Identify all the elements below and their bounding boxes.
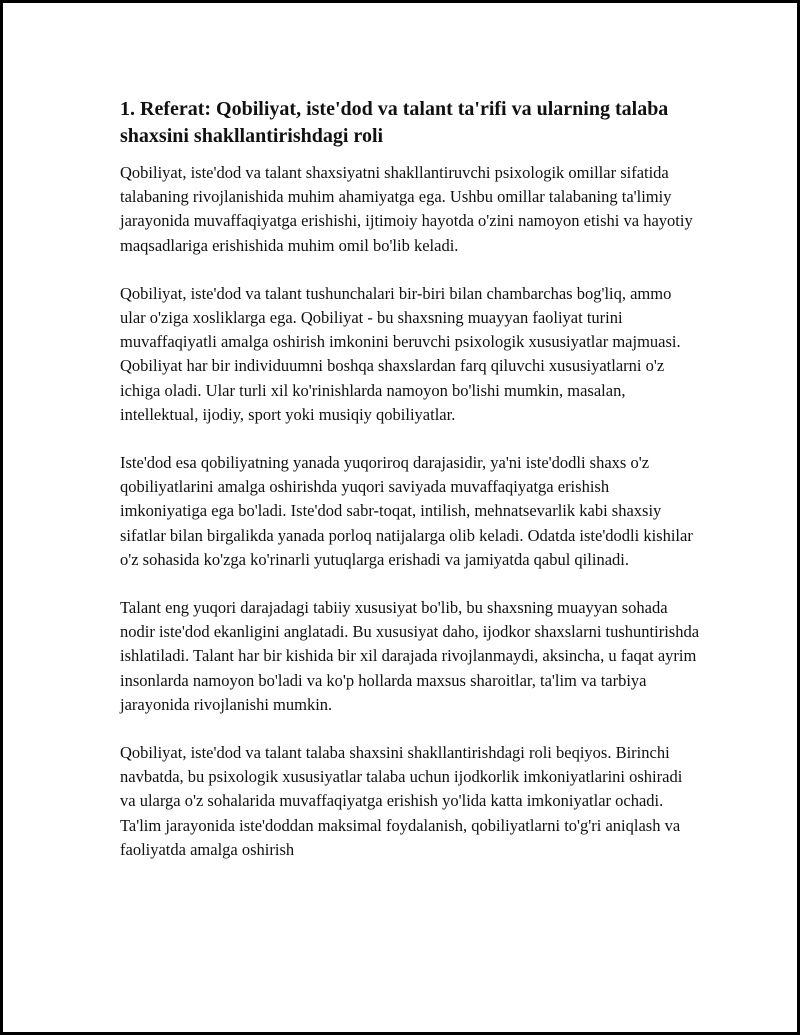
paragraph-4: Talant eng yuqori darajadagi tabiiy xususiyat bo'lib, bu shaxsning muayyan sohada nodir iste'dod ekanligini anglatadi. Bu xususiyat daho, ijodkor shaxslarni tushuntirishda ishlatiladi. Talant har bir kishida bir xil darajada rivojlanmaydi, aksincha, u faqat ayrim insonlarda namoyon bo'ladi va ko'p hollarda maxsus sharoitlar, ta'lim va tarbiya jarayonida rivojlanishi mumkin. bbox=[120, 598, 700, 714]
paragraph-2: Qobiliyat, iste'dod va talant tushunchalari bir-biri bilan chambarchas bog'liq, ammo ular o'ziga xosliklarga ega. Qobiliyat - bu shaxsning muayyan faoliyat turini muvaffaqiyatli amalga oshirish imkonini beruvchi psixologik xususiyatlar majmuasi. Qobiliyat har bir individuumni boshqa shaxslardan farq qiluvchi xususiyatlarni o'z ichiga oladi. Ular turli xil ko'rinishlarda namoyon bo'lishi mumkin, masalan, intellektual, ijodiy, sport yoki musiqiy qobiliyatlar. bbox=[120, 283, 681, 424]
document-title: 1. Referat: Qobiliyat, iste'dod va talant ta'rifi va ularning talaba shaxsini shakllantirishdagi roli bbox=[120, 98, 669, 147]
document-body bbox=[120, 96, 700, 886]
paragraph-5: Qobiliyat, iste'dod va talant talaba shaxsini shakllantirishdagi roli beqiyos. Birinchi navbatda, bu psixologik xususiyatlar talaba uchun ijodkorlik imkoniyatlarini oshiradi va ularga o'z sohalarida muvaffaqiyatga erishish yo'lida katta imkoniyatlar ochadi. Ta'lim jarayonida iste'doddan maksimal foydalanish, qobiliyatlarni to'g'ri aniqlash va faoliyatda amalga oshirish bbox=[120, 743, 683, 859]
paragraph-1: Qobiliyat, iste'dod va talant shaxsiyatni shakllantiruvchi psixologik omillar sifatida talabaning rivojlanishida muhim ahamiyatga ega. Ushbu omillar talabaning ta'limiy jarayonida muvaffaqiyatga erishishi, ijtimoiy hayotda o'zini namoyon etishi va hayotiy maqsadlariga erishishida muhim omil bo'lib keladi. bbox=[120, 163, 693, 255]
paragraph-3: Iste'dod esa qobiliyatning yanada yuqoriroq darajasidir, ya'ni iste'dodli shaxs o'z qobiliyatlarini amalga oshirishda yuqori saviyada muvaffaqiyatga erishish imkoniyatiga ega bo'ladi. Iste'dod sabr-toqat, intilish, mehnatsevarlik kabi shaxsiy sifatlar bilan birgalikda yanada porloq natijalarga olib keladi. Odatda iste'dodli kishilar o'z sohasida ko'zga ko'rinarli yutuqlarga erishadi va jamiyatda qabul qilinadi. bbox=[120, 453, 693, 569]
